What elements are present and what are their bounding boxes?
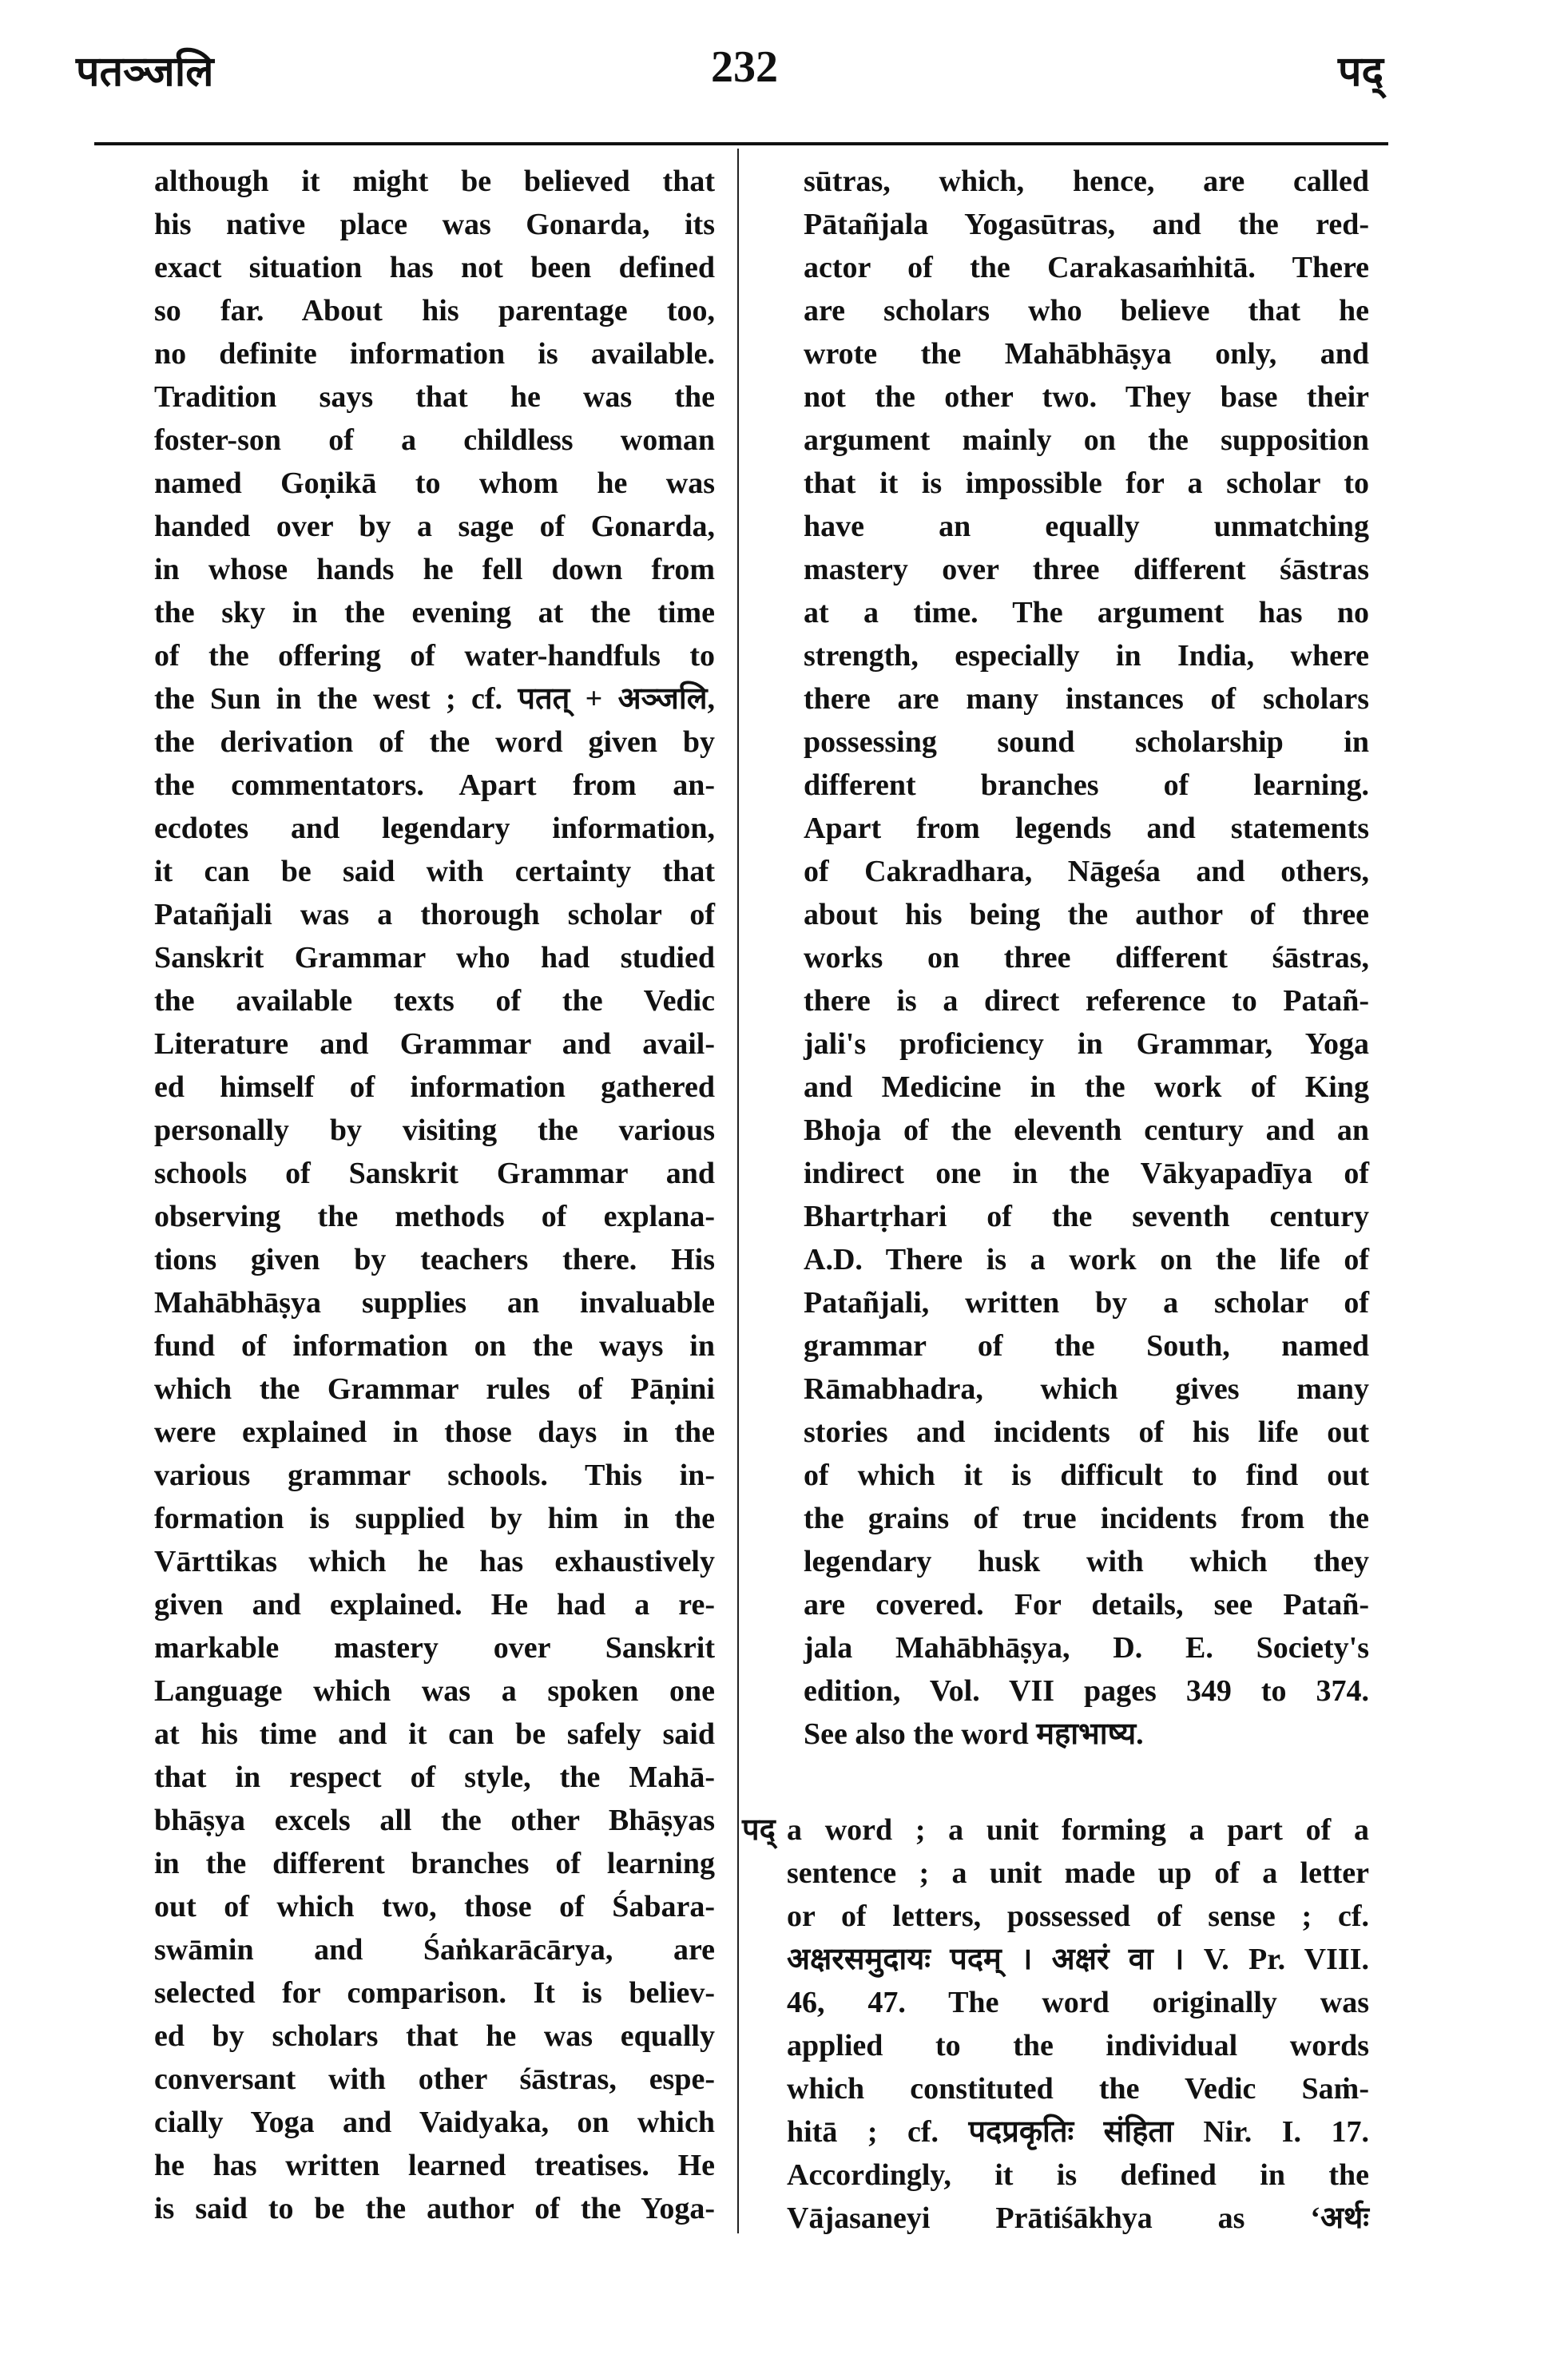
entry-body (787, 1808, 1369, 2240)
text-line: so far. About his parentage too, (154, 294, 715, 328)
text-line: strength, especially in India, where (804, 639, 1369, 673)
text-line: selected for comparison. It is believ- (154, 1976, 715, 2010)
text-line: jala Mahābhāṣya, D. E. Society's (804, 1631, 1369, 1665)
running-head-left: पतञ्जलि (76, 50, 214, 95)
text-line: Bhartṛhari of the seventh century (804, 1200, 1369, 1233)
header-rule (94, 142, 1388, 145)
text-line: named Goṇikā to whom he was (154, 466, 715, 500)
text-line: Pātañjala Yogasūtras, and the red- (804, 208, 1369, 241)
text-line: the sky in the evening at the time (154, 596, 715, 629)
text-line: legendary husk with which they (804, 1545, 1369, 1578)
text-line: ed himself of information gathered (154, 1070, 715, 1104)
text-line: the grains of true incidents from the (804, 1502, 1369, 1535)
text-line: bhāṣya excels all the other Bhāṣyas (154, 1804, 715, 1837)
text-line: Vājasaneyi Prātiśākhya as ‘अर्थः (787, 2201, 1369, 2235)
text-line: Bhoja of the eleventh century and an (804, 1114, 1369, 1147)
text-line: are covered. For details, see Patañ- (804, 1588, 1369, 1622)
text-line: not the other two. They base their (804, 380, 1369, 414)
text-line: he has written learned treatises. He (154, 2149, 715, 2182)
text-line: out of which two, those of Śabara- (154, 1890, 715, 1923)
text-line: foster-son of a childless woman (154, 423, 715, 457)
text-line: applied to the individual words (787, 2029, 1369, 2062)
text-line: that it is impossible for a scholar to (804, 466, 1369, 500)
dictionary-entry (742, 1808, 1369, 2240)
text-line: Mahābhāṣya supplies an invaluable (154, 1286, 715, 1320)
text-line: of Cakradhara, Nāgeśa and others, (804, 855, 1369, 888)
text-line: in whose hands he fell down from (154, 553, 715, 586)
text-line: schools of Sanskrit Grammar and (154, 1157, 715, 1190)
column-divider (737, 149, 739, 2233)
text-line: Patañjali, written by a scholar of (804, 1286, 1369, 1320)
text-line: were explained in those days in the (154, 1415, 715, 1449)
running-head-right: पद् (1338, 50, 1384, 95)
text-line: are scholars who believe that he (804, 294, 1369, 328)
text-line: possessing sound scholarship in (804, 725, 1369, 759)
text-line: अक्षरसमुदायः पदम् । अक्षरं वा । V. Pr. VIII. (787, 1943, 1369, 1976)
text-line: there are many instances of scholars (804, 682, 1369, 716)
text-line: indirect one in the Vākyapadīya of (804, 1157, 1369, 1190)
text-line: the commentators. Apart from an- (154, 768, 715, 802)
text-line: no definite information is available. (154, 337, 715, 371)
text-line: markable mastery over Sanskrit (154, 1631, 715, 1665)
text-line: stories and incidents of his life out (804, 1415, 1369, 1449)
text-line: it can be said with certainty that (154, 855, 715, 888)
text-line: mastery over three different śāstras (804, 553, 1369, 586)
text-line: or of letters, possessed of sense ; cf. (787, 1900, 1369, 1933)
text-line: at his time and it can be safely said (154, 1717, 715, 1751)
text-line: which the Grammar rules of Pāṇini (154, 1372, 715, 1406)
text-line: at a time. The argument has no (804, 596, 1369, 629)
text-line: Accordingly, it is defined in the (787, 2158, 1369, 2192)
text-line: wrote the Mahābhāṣya only, and (804, 337, 1369, 371)
text-line: See also the word महाभाष्य. (804, 1717, 1144, 1751)
text-line: fund of information on the ways in (154, 1329, 715, 1363)
text-line: the Sun in the west ; cf. पतत् + अञ्जलि, (154, 682, 715, 716)
text-line: A.D. There is a work on the life of (804, 1243, 1369, 1276)
text-line: actor of the Carakasaṁhitā. There (804, 251, 1369, 284)
text-line: Literature and Grammar and avail- (154, 1027, 715, 1061)
page-number: 232 (711, 42, 778, 92)
text-line: personally by visiting the various (154, 1114, 715, 1147)
text-line: Rāmabhadra, which gives many (804, 1372, 1369, 1406)
text-line: edition, Vol. VII pages 349 to 374. (804, 1674, 1369, 1708)
text-line: there is a direct reference to Patañ- (804, 984, 1369, 1018)
text-line: his native place was Gonarda, its (154, 208, 715, 241)
text-line: ed by scholars that he was equally (154, 2019, 715, 2053)
text-line: 46, 47. The word originally was (787, 1986, 1369, 2019)
text-line: of which it is difficult to find out (804, 1459, 1369, 1492)
text-line: argument mainly on the supposition (804, 423, 1369, 457)
text-line: sentence ; a unit made up of a letter (787, 1856, 1369, 1890)
text-line: works on three different śāstras, (804, 941, 1369, 975)
entry-headword: पद् (742, 1813, 776, 1847)
text-line: is said to be the author of the Yoga- (154, 2192, 715, 2225)
text-line: Vārttikas which he has exhaustively (154, 1545, 715, 1578)
text-line: about his being the author of three (804, 898, 1369, 931)
text-line: tions given by teachers there. His (154, 1243, 715, 1276)
text-line: Tradition says that he was the (154, 380, 715, 414)
text-line: and Medicine in the work of King (804, 1070, 1369, 1104)
text-line: although it might be believed that (154, 165, 715, 198)
text-line: have an equally unmatching (804, 510, 1369, 543)
text-line: ecdotes and legendary information, (154, 812, 715, 845)
text-line: Sanskrit Grammar who had studied (154, 941, 715, 975)
text-line: the derivation of the word given by (154, 725, 715, 759)
right-column (804, 160, 1369, 1756)
text-line: in the different branches of learning (154, 1847, 715, 1880)
text-line: Patañjali was a thorough scholar of (154, 898, 715, 931)
text-line: given and explained. He had a re- (154, 1588, 715, 1622)
text-line: formation is supplied by him in the (154, 1502, 715, 1535)
text-line: Apart from legends and statements (804, 812, 1369, 845)
text-line: a word ; a unit forming a part of a (787, 1813, 1369, 1847)
text-line: Language which was a spoken one (154, 1674, 715, 1708)
text-line: sūtras, which, hence, are called (804, 165, 1369, 198)
text-line: conversant with other śāstras, espe- (154, 2062, 715, 2096)
text-line: of the offering of water-handfuls to (154, 639, 715, 673)
text-line: which constituted the Vedic Saṁ- (787, 2072, 1369, 2106)
left-column (154, 160, 715, 2230)
text-line: hitā ; cf. पदप्रकृतिः संहिता Nir. I. 17. (787, 2115, 1369, 2149)
text-line: various grammar schools. This in- (154, 1459, 715, 1492)
text-line: the available texts of the Vedic (154, 984, 715, 1018)
text-line: exact situation has not been defined (154, 251, 715, 284)
text-line: observing the methods of explana- (154, 1200, 715, 1233)
text-line: that in respect of style, the Mahā- (154, 1761, 715, 1794)
text-line: jali's proficiency in Grammar, Yoga (804, 1027, 1369, 1061)
text-line: handed over by a sage of Gonarda, (154, 510, 715, 543)
text-line: swāmin and Śaṅkarācārya, are (154, 1933, 715, 1967)
text-line: cially Yoga and Vaidyaka, on which (154, 2106, 715, 2139)
text-line: different branches of learning. (804, 768, 1369, 802)
text-line: grammar of the South, named (804, 1329, 1369, 1363)
